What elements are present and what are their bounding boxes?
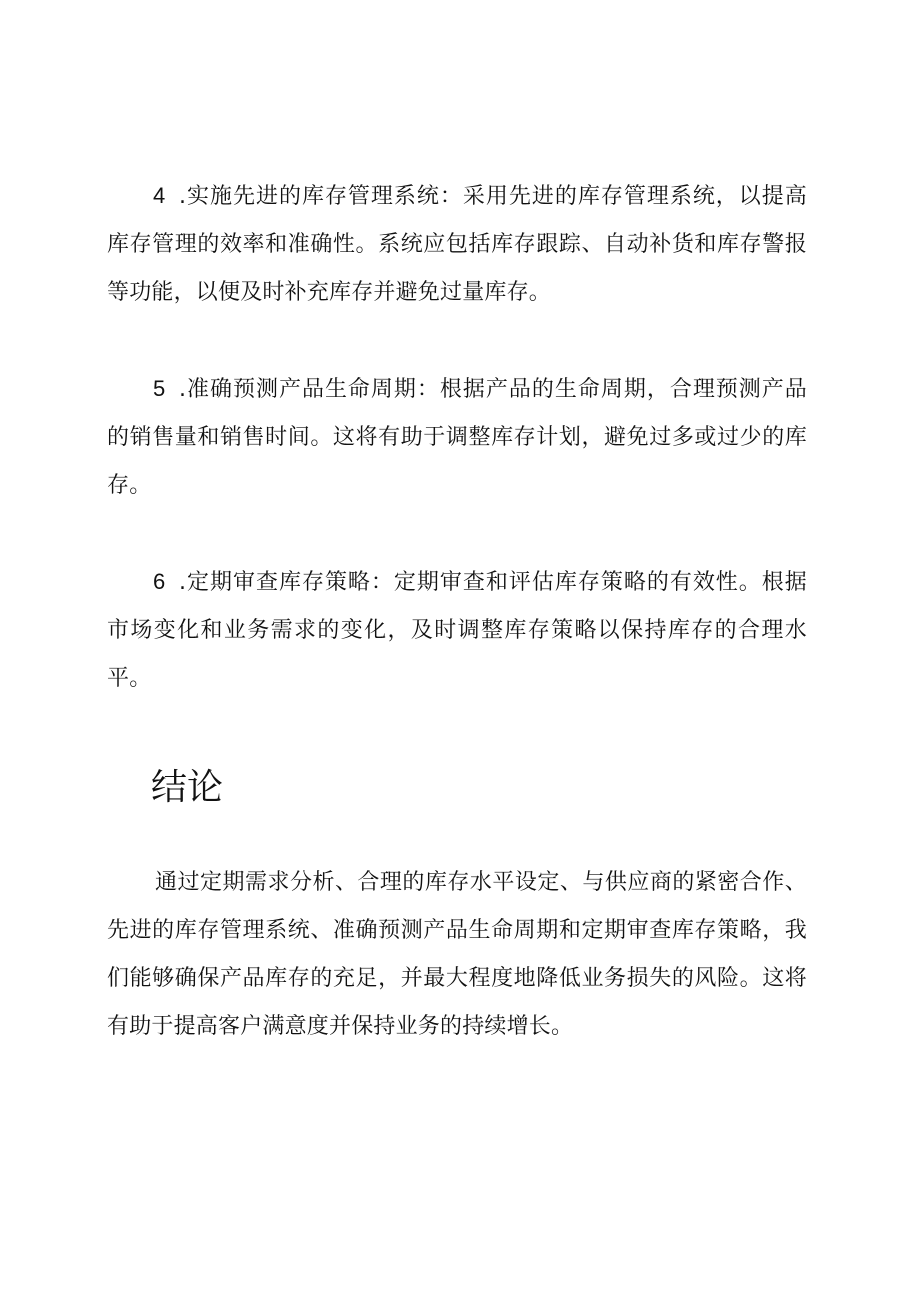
list-item-4 — [107, 172, 807, 317]
item-text: .准确预测产品生命周期：根据产品的生命周期，合理预测产品的销售量和销售时间。这将有助于调整库存计划，避免过多或过少的库存。 — [107, 377, 807, 498]
conclusion-body: 通过定期需求分析、合理的库存水平设定、与供应商的紧密合作、先进的库存管理系统、准确预测产品生命周期和定期审查库存策略，我们能够确保产品库存的充足，并最大程度地降低业务损失的风险。这将有助于提高客户满意度并保持业务的持续增长。 — [107, 870, 807, 1039]
list-item-6 — [107, 558, 807, 703]
conclusion-heading: 结论 — [151, 767, 224, 808]
item-number: 5 — [153, 376, 166, 401]
item-text: .定期审查库存策略：定期审查和评估库存策略的有效性。根据市场变化和业务需求的变化，及时调整库存策略以保持库存的合理水平。 — [107, 570, 807, 691]
item-number: 4 — [153, 183, 166, 208]
item-text: .实施先进的库存管理系统：采用先进的库存管理系统，以提高库存管理的效率和准确性。系统应包括库存跟踪、自动补货和库存警报等功能，以便及时补充库存并避免过量库存。 — [107, 184, 807, 305]
list-item-5 — [107, 365, 807, 510]
item-number: 6 — [153, 569, 166, 594]
